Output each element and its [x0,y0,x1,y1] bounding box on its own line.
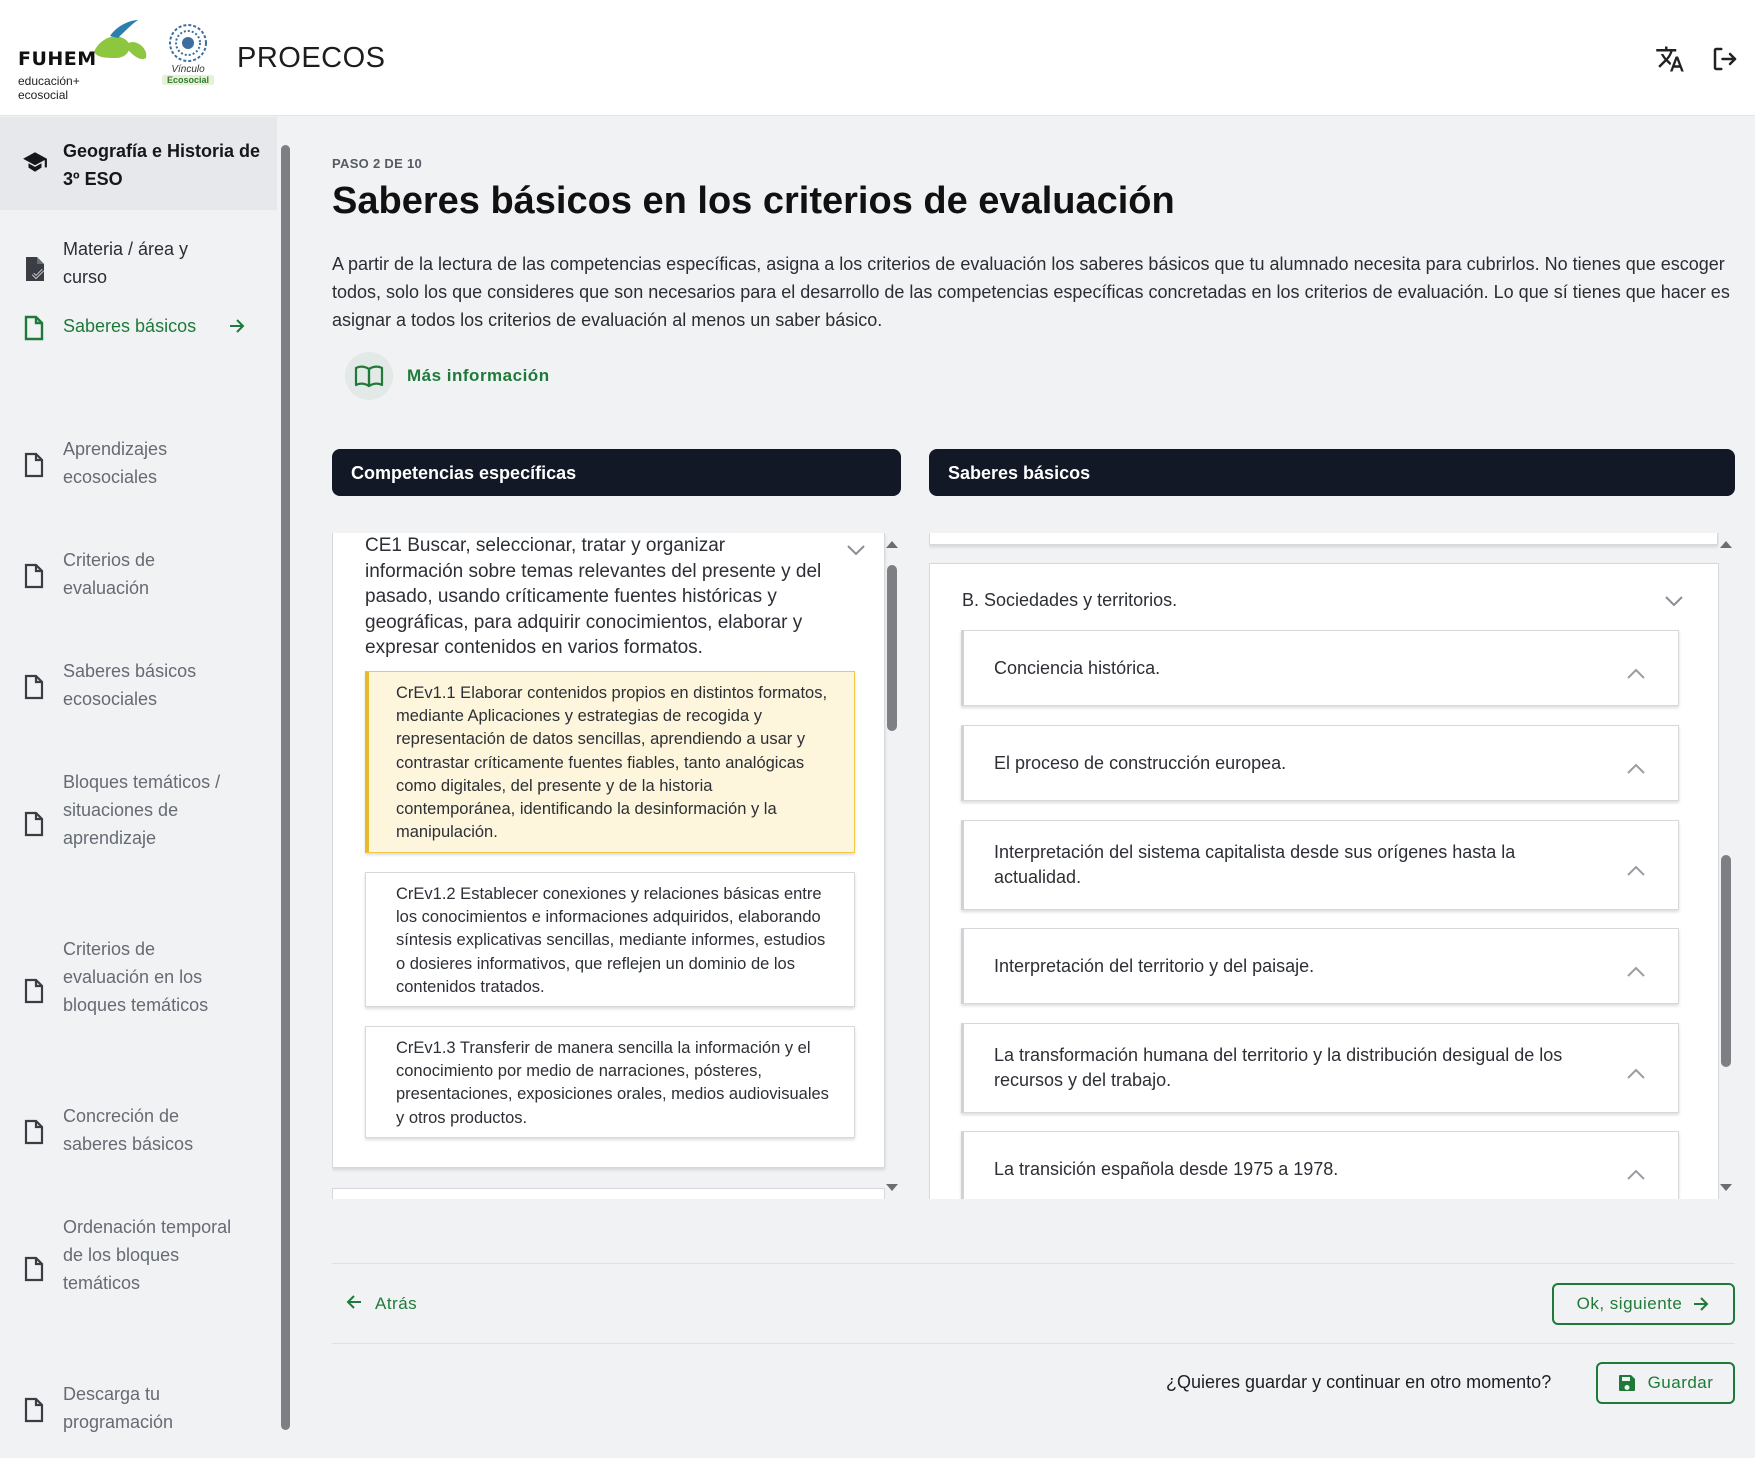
page-title: Saberes básicos en los criterios de evaluación [332,180,1175,222]
next-label: Ok, siguiente [1576,1294,1683,1313]
saber-item[interactable]: El proceso de construcción europea. [961,725,1679,801]
group-title: B. Sociedades y territorios. [962,590,1178,610]
step-indicator: PASO 2 DE 10 [332,156,423,171]
saberes-header: Saberes básicos [929,449,1735,496]
app-title: PROECOS [237,42,386,74]
sidebar-item-saberes-ecosociales[interactable] [0,657,277,727]
sidebar-item-label: Saberes básicos [63,316,197,336]
sidebar-item-bloques[interactable] [0,768,277,888]
logout-icon[interactable] [1710,44,1740,74]
competencias-list [332,533,901,1199]
scrollbar-thumb[interactable] [887,565,897,731]
sidebar-item-label: Concreción de saberes básicos [63,1106,194,1154]
document-check-icon [24,255,46,288]
document-icon [24,674,44,705]
back-button[interactable] [345,1290,417,1318]
save-button[interactable] [1596,1362,1735,1404]
chevron-down-icon[interactable] [845,543,867,562]
document-icon [24,1397,44,1428]
document-icon [24,978,44,1009]
sidebar-item-label: Criterios de evaluación [63,550,156,598]
back-label: Atrás [375,1294,418,1313]
saberes-list [929,533,1719,1199]
vinculo-ecosocial-logo: Vínculo Ecosocial [160,22,216,98]
steps-sidebar [0,117,277,1458]
competencia-text: CE1 Buscar, seleccionar, tratar y organizar información sobre temas relevantes del presente y del pasado, usando críticamente fuentes históricas y geográficas, para adquirir conocimientos, elaborar y expresar contenidos en varios formatos. [365,535,822,658]
criterio-card-selected[interactable]: CrEv1.1 Elaborar contenidos propios en distintos formatos, mediante Aplicaciones y estrategias de recogida y representación de datos sencillas, aprendiendo a usar y contrastar críticamente fuentes fiables, tanto analógicas como digitales, del presente y de la historia contemporánea, identificando la desinformación y la manipulación. [365,671,855,853]
arrow-left-icon [345,1294,363,1315]
document-icon [24,1119,44,1150]
arrow-right-icon [228,318,246,339]
chevron-up-icon [1626,757,1646,782]
sidebar-item-descarga[interactable] [0,1380,277,1450]
app-header [0,0,1755,116]
scrollbar-thumb[interactable] [1721,855,1731,1067]
sidebar-item-label: Bloques temáticos / situaciones de aprendizaje [63,772,221,848]
document-icon [24,811,44,842]
course-title: Geografía e Historia de 3º ESO [63,141,261,189]
document-icon [24,1256,44,1287]
competencia-card [332,533,885,1168]
document-icon [24,452,44,483]
saber-item[interactable]: La transición española desde 1975 a 1978. [961,1131,1679,1199]
sidebar-item-label: Materia / área y curso [63,239,189,287]
sidebar-scrollbar[interactable] [278,117,294,1458]
more-info-button[interactable] [345,352,550,400]
sidebar-item-label: Aprendizajes ecosociales [63,439,168,487]
sidebar-item-criterios-bloques[interactable] [0,935,277,1055]
save-disk-icon [1618,1374,1636,1392]
sidebar-item-criterios[interactable] [0,546,277,616]
competencia-card [332,1188,885,1199]
arrow-right-icon [1692,1296,1710,1312]
saber-item[interactable]: Interpretación del territorio y del paisaje. [961,928,1679,1004]
scrollbar-thumb[interactable] [281,145,290,1430]
chevron-up-icon [1626,1163,1646,1188]
document-icon [24,315,44,346]
book-icon [345,352,393,400]
sidebar-item-label: Criterios de evaluación en los bloques temáticos [63,939,209,1015]
scroll-down-icon[interactable] [1720,1184,1732,1191]
chevron-down-icon[interactable] [1663,594,1685,613]
sidebar-item-ordenacion[interactable] [0,1213,277,1333]
graduation-cap-icon [22,151,48,178]
sun-emblem-icon [160,22,216,64]
document-icon [24,563,44,594]
chevron-up-icon [1626,1062,1646,1087]
sidebar-item-label: Saberes básicos ecosociales [63,661,197,709]
translate-icon[interactable] [1655,44,1685,74]
more-info-label: Más información [407,366,550,385]
sidebar-item-label: Descarga tu programación [63,1384,174,1432]
competencias-header: Competencias específicas [332,449,901,496]
save-label: Guardar [1647,1373,1714,1392]
saber-item[interactable]: La transformación humana del territorio y la distribución desigual de los recursos y del trabajo. [961,1023,1679,1113]
fuhem-tagline: educación+ ecosocial [18,74,80,102]
sidebar-item-saberes-basicos[interactable] [0,312,277,372]
chevron-up-icon [1626,662,1646,687]
saber-item[interactable]: Conciencia histórica. [961,630,1679,706]
divider [332,1343,1735,1344]
chevron-up-icon [1626,859,1646,884]
sidebar-item-label: Ordenación temporal de los bloques temáticos [63,1217,232,1293]
scroll-down-icon[interactable] [886,1184,898,1191]
criterio-card[interactable]: CrEv1.2 Establecer conexiones y relaciones básicas entre los conocimientos e informaciones adquiridos, elaborando síntesis explicativas sencillas, mediante informes, estudios o dosieres informativos, que reflejen un dominio de los contenidos tratados. [365,872,855,1007]
sidebar-item-aprendizajes[interactable] [0,435,277,505]
criterio-card[interactable]: CrEv1.3 Transferir de manera sencilla la información y el conocimiento por medio de narraciones, pósteres, presentaciones, exposiciones orales, medios audiovisuales y otros productos. [365,1026,855,1138]
chevron-up-icon [1626,960,1646,985]
sidebar-item-materia[interactable] [0,235,277,315]
fuhem-logo [16,18,141,100]
save-question: ¿Quieres guardar y continuar en otro momento? [1166,1372,1552,1392]
scroll-up-icon[interactable] [1720,541,1732,548]
saberes-group-card [929,533,1718,545]
saberes-scrollbar[interactable] [1719,533,1733,1199]
scroll-up-icon[interactable] [886,541,898,548]
saber-item[interactable]: Interpretación del sistema capitalista desde sus orígenes hasta la actualidad. [961,820,1679,910]
next-button[interactable] [1552,1283,1735,1325]
fuhem-wordmark: FUHEM [18,48,97,70]
sidebar-item-concrecion[interactable] [0,1102,277,1172]
course-header [0,117,277,210]
divider [332,1263,1735,1264]
competencias-scrollbar[interactable] [885,533,899,1199]
page-description: A partir de la lectura de las competencias específicas, asigna a los criterios de evaluación los saberes básicos que tu alumnado necesita para cubrirlos. No tienes que escoger todos, solo los que consideres que son necesarios para el desarrollo de las competencias específicas concretadas en los criterios de evaluación. Lo que sí tienes que hacer es asignar a todos los criterios de evaluación al menos un saber básico. [332,254,1730,330]
